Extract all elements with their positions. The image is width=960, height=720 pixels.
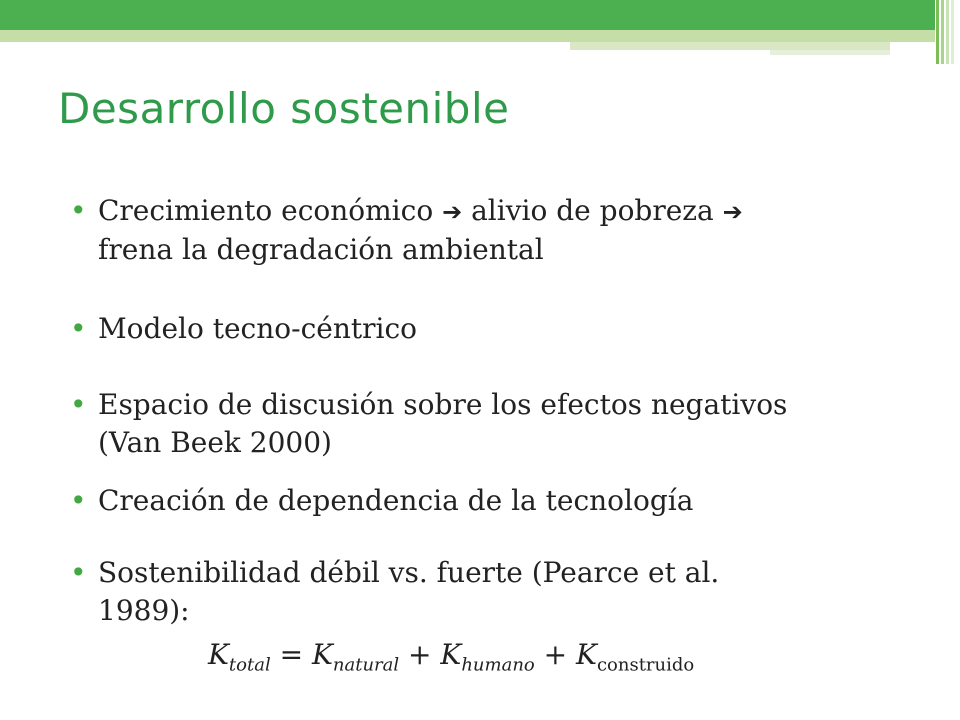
bullet-part: Crecimiento económico [98, 194, 434, 227]
header-bar-light [0, 30, 935, 42]
bullet-line: 1989): [98, 594, 190, 627]
capital-formula [208, 638, 694, 676]
formula-sub-humano: humano [461, 654, 535, 676]
formula-sub-total: total [228, 654, 271, 676]
bullet-marker: • [70, 194, 87, 227]
bullet-text: Creación de dependencia de la tecnología [98, 484, 694, 517]
bullet-line: Espacio de discusión sobre los efectos negativos [98, 388, 788, 421]
formula-k: K [311, 638, 333, 671]
slide-title: Desarrollo sostenible [58, 84, 510, 133]
formula-k: K [576, 638, 597, 671]
bullet-part: frena la degradación ambiental [98, 233, 544, 266]
bullet-part: alivio de pobreza [471, 194, 714, 227]
bullet-item [70, 310, 890, 348]
corner-line [946, 0, 949, 64]
formula-equals: = [270, 638, 312, 671]
bullet-text [98, 192, 890, 269]
bullet-marker: • [70, 556, 87, 589]
formula-k: K [440, 638, 462, 671]
formula-k: K [208, 638, 229, 671]
header-bar [0, 0, 935, 30]
corner-line [941, 0, 944, 64]
bullet-line: Sostenibilidad débil vs. fuerte (Pearce et al. [98, 556, 720, 589]
header-strip [570, 42, 890, 50]
bullet-marker: • [70, 388, 87, 421]
bullet-item [70, 386, 890, 462]
formula-plus: + [399, 638, 441, 671]
bullet-line: (Van Beek 2000) [98, 426, 332, 459]
bullet-marker: • [70, 484, 87, 517]
header-strip-small [770, 50, 890, 55]
arrow-icon: ➔ [442, 198, 463, 226]
formula-sub-natural: natural [332, 654, 400, 676]
bullet-item [70, 192, 890, 269]
formula-sub-construido: construido [596, 654, 695, 676]
bullet-text [98, 554, 890, 630]
formula-plus: + [534, 638, 577, 671]
bullet-item [70, 554, 890, 630]
corner-line [951, 0, 954, 64]
bullet-text: Modelo tecno-céntrico [98, 312, 418, 345]
bullet-marker: • [70, 312, 87, 345]
bullet-item [70, 482, 890, 520]
bullet-text [98, 386, 890, 462]
corner-line [936, 0, 939, 64]
arrow-icon: ➔ [722, 198, 743, 226]
